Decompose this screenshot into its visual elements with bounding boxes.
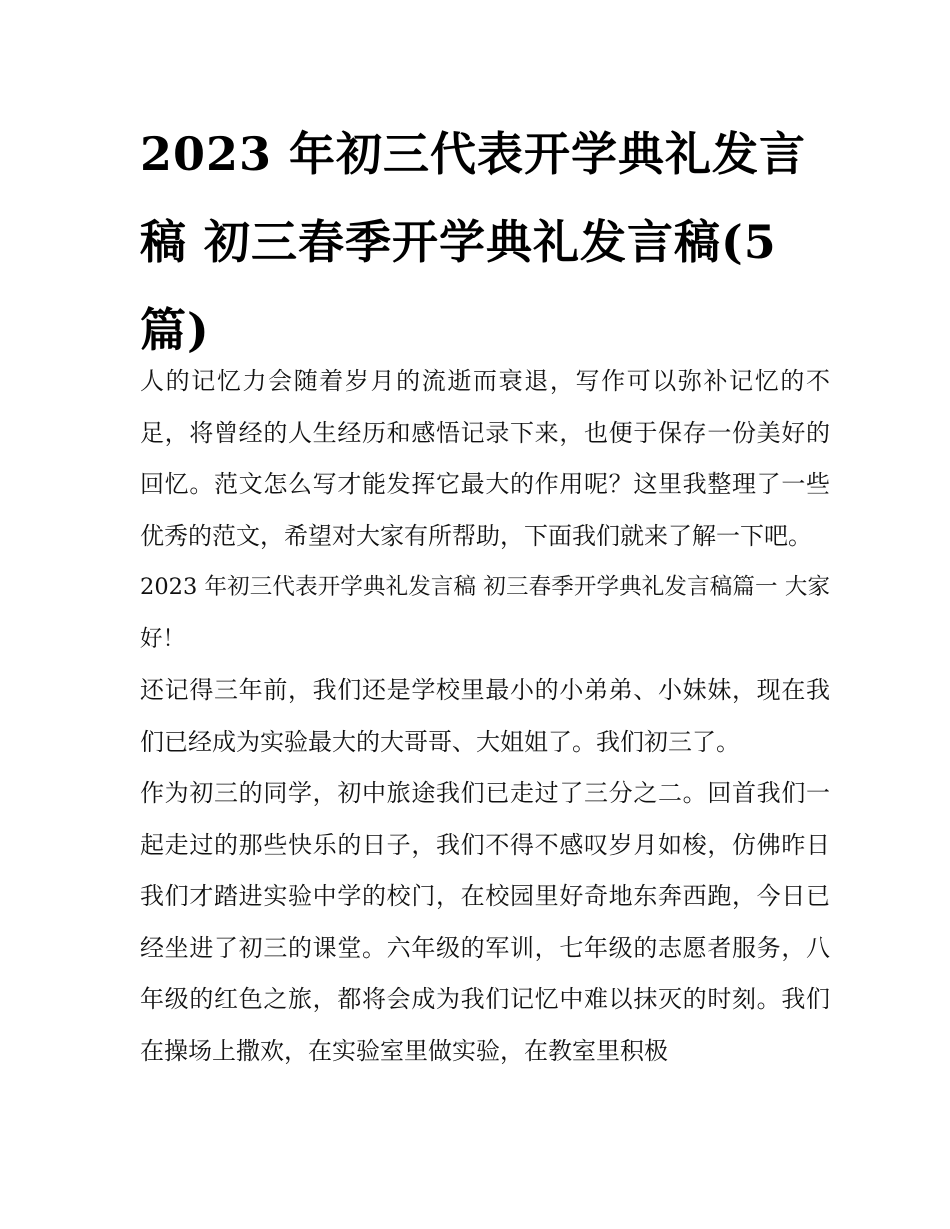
paragraph-memory: 还记得三年前，我们还是学校里最小的小弟弟、小妹妹，现在我们已经成为实验最大的大哥哥、大姐姐了。我们初三了。 [140,676,830,756]
paragraph-intro: 人的记忆力会随着岁月的流逝而衰退，写作可以弥补记忆的不足，将曾经的人生经历和感悟记录下来，也便于保存一份美好的回忆。范文怎么写才能发挥它最大的作用呢？这里我整理了一些优秀的范文，希望对大家有所帮助，下面我们就来了解一下吧。 [140,367,830,550]
paragraph-section-heading: 2023 年初三代表开学典礼发言稿 初三春季开学典礼发言稿篇一 大家好！ [140,574,830,652]
document-title: 2023 年初三代表开学典礼发言稿 初三春季开学典礼发言稿(5 篇) [140,127,807,357]
document-body [140,356,830,1077]
paragraph-journey: 作为初三的同学，初中旅途我们已走过了三分之二。回首我们一起走过的那些快乐的日子，我们不得不感叹岁月如梭，仿佛昨日我们才踏进实验中学的校门，在校园里好奇地东奔西跑，今日已经坐进了初三的课堂。六年级的军训，七年级的志愿者服务，八年级的红色之旅，都将会成为我们记忆中难以抹灭的时刻。我们在操场上撒欢，在实验室里做实验，在教室里积极 [140,779,830,1065]
